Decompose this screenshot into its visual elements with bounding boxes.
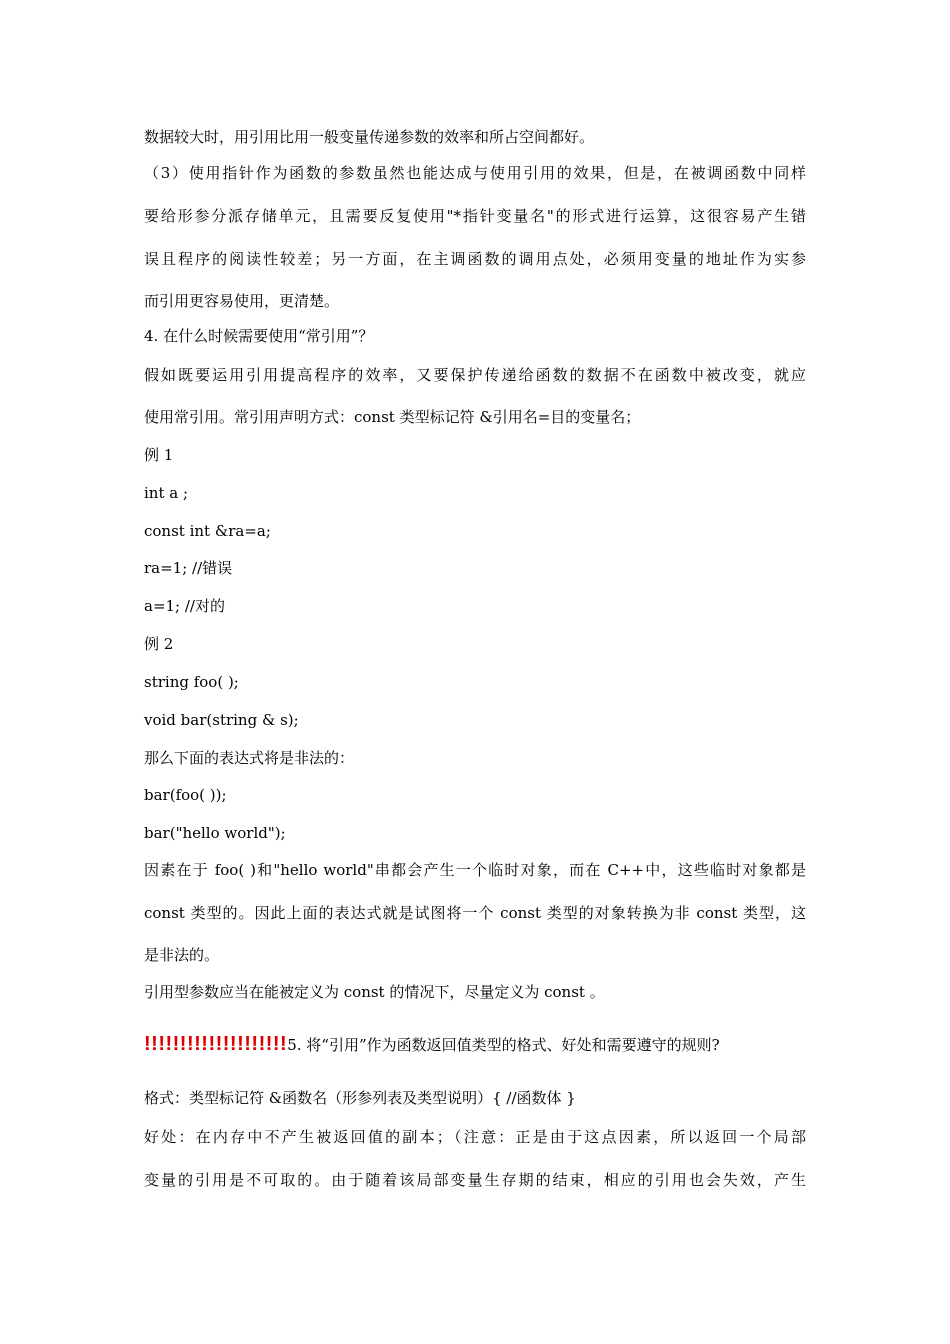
- paragraph-line: 假如既要运用引用提高程序的效率，又要保护传递给函数的数据不在函数中被改变，就应: [144, 366, 806, 384]
- code-line: a=1; //对的: [144, 597, 225, 615]
- paragraph-line: （3）使用指针作为函数的参数虽然也能达成与使用引用的效果，但是，在被调函数中同样: [144, 164, 806, 182]
- paragraph-line: 那么下面的表达式将是非法的：: [144, 749, 355, 767]
- code-line: string foo( );: [144, 673, 239, 691]
- paragraph-line: 要给形参分派存储单元，且需要反复使用"*指针变量名"的形式进行运算，这很容易产生错: [144, 207, 806, 225]
- paragraph-line: 误且程序的阅读性较差；另一方面，在主调函数的调用点处，必须用变量的地址作为实参: [144, 250, 806, 268]
- paragraph-line: 因素在于 foo( )和"hello world"串都会产生一个临时对象，而在 C++中，这些临时对象都是: [144, 861, 806, 879]
- code-line: const int &ra=a;: [144, 522, 271, 540]
- code-line: bar(foo( ));: [144, 786, 227, 804]
- code-line: void bar(string & s);: [144, 711, 299, 729]
- section-heading-4: 4. 在什么时候需要使用“常引用”？: [144, 327, 374, 345]
- paragraph-line: 格式：类型标记符 &函数名（形参列表及类型说明）{ //函数体 }: [144, 1089, 576, 1107]
- exclamation-marks: !!!!!!!!!!!!!!!!!!!!: [144, 1033, 288, 1055]
- section-heading-5: [144, 1032, 720, 1057]
- paragraph-line: 好处：在内存中不产生被返回值的副本；（注意：正是由于这点因素，所以返回一个局部: [144, 1128, 806, 1146]
- paragraph-line: const 类型的。因此上面的表达式就是试图将一个 const 类型的对象转换为非 const 类型，这: [144, 904, 806, 922]
- code-line: ra=1; //错误: [144, 559, 233, 577]
- paragraph-line: 引用型参数应当在能被定义为 const 的情况下，尽量定义为 const 。: [144, 983, 605, 1001]
- code-line: bar("hello world");: [144, 824, 286, 842]
- paragraph-line: 使用常引用。常引用声明方式：const 类型标记符 &引用名=目的变量名；: [144, 408, 641, 426]
- code-line: int a ;: [144, 484, 189, 502]
- paragraph-line: 变量的引用是不可取的。由于随着该局部变量生存期的结束，相应的引用也会失效，产生: [144, 1171, 806, 1189]
- paragraph-line: 数据较大时，用引用比用一般变量传递参数的效率和所占空间都好。: [144, 128, 595, 146]
- example-label: 例 2: [144, 635, 174, 653]
- heading-text: 5. 将“引用”作为函数返回值类型的格式、好处和需要遵守的规则?: [287, 1036, 720, 1054]
- example-label: 例 1: [144, 446, 174, 464]
- paragraph-line: 是非法的。: [144, 946, 220, 964]
- paragraph-line: 而引用更容易使用，更清楚。: [144, 292, 340, 310]
